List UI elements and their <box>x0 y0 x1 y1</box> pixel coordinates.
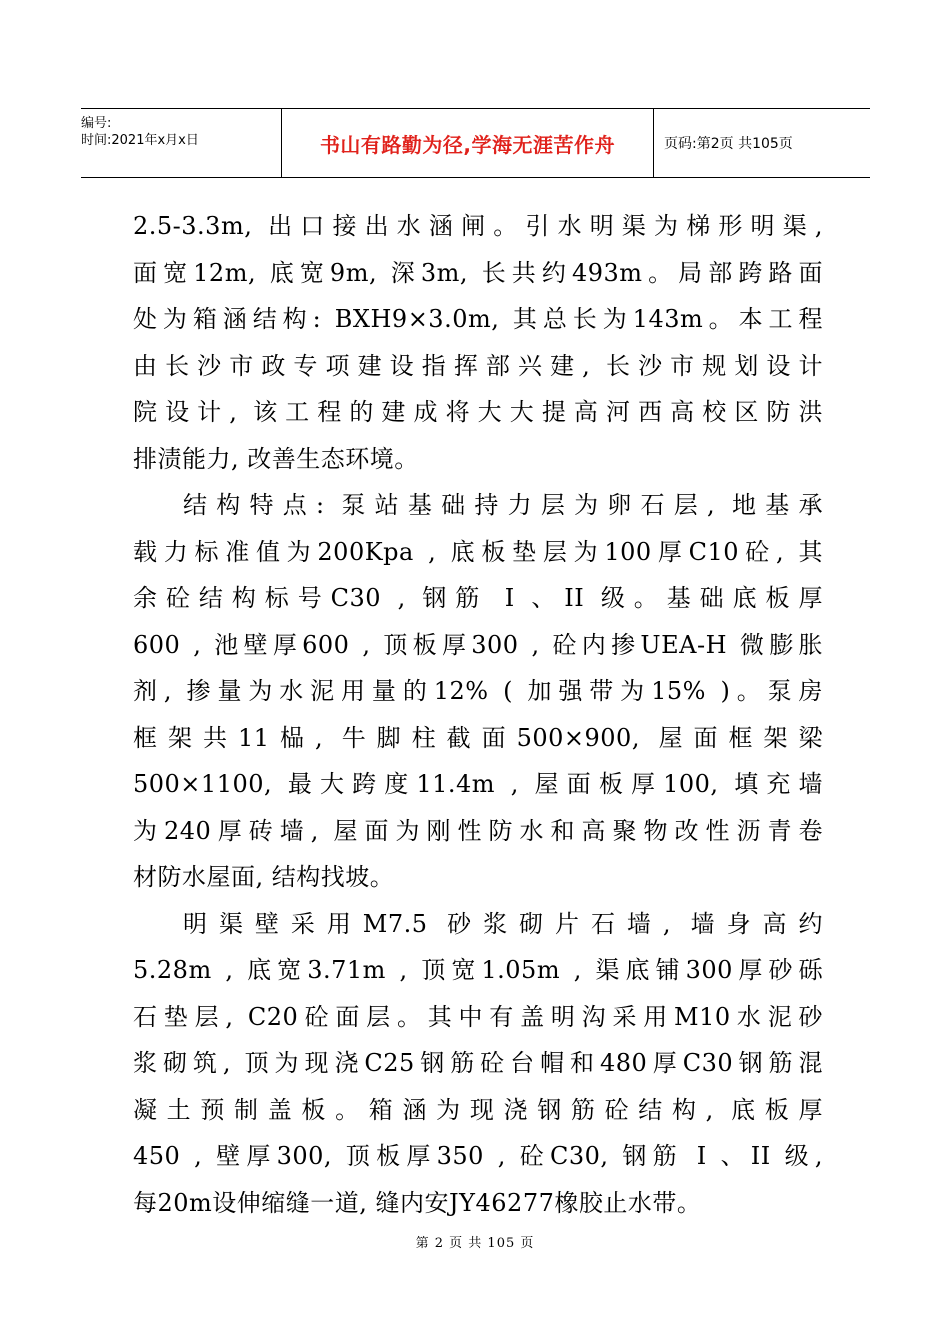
body-line: 500×1100, 最大跨度11.4m , 屋面板厚100, 填充墙 <box>133 770 823 798</box>
page-footer: 第 2 页 共 105 页 <box>415 1236 535 1251</box>
code-label: 编号: <box>81 116 112 131</box>
body-line: 石垫层, C20砼面层。其中有盖明沟采用M10水泥砂 <box>133 1002 823 1031</box>
body-line: 剂, 掺量为水泥用量的12% ( 加强带为15% )。泵房 <box>133 677 823 705</box>
body-line: 浆砌筑, 顶为现浇C25钢筋砼台帽和480厚C30钢筋混 <box>133 1049 823 1077</box>
body-line: 凝土预制盖板。箱涵为现浇钢筋砼结构, 底板厚 <box>133 1095 823 1124</box>
header-page-cell <box>654 109 870 177</box>
body-line: 载力标准值为200Kpa , 底板垫层为100厚C10砼, 其 <box>133 537 823 566</box>
header-meta-cell <box>81 109 282 177</box>
motto-text: 书山有路勤为径,学海无涯苦作舟 <box>319 132 616 157</box>
body-line: 余砼结构标号C30 , 钢筋 I 、II 级。基础底板厚 <box>133 584 823 612</box>
body-text <box>133 203 823 1226</box>
body-line: 由长沙市政专项建设指挥部兴建, 长沙市规划设计 <box>133 351 823 380</box>
document-header <box>81 108 870 178</box>
body-line: 处为箱涵结构: BXH9×3.0m, 其总长为143m。本工程 <box>133 305 823 333</box>
body-line: 材防水屋面, 结构找坡。 <box>133 863 395 891</box>
page-number-label: 页码:第2页 共105页 <box>664 136 793 152</box>
body-line: 框架共11榀, 牛脚柱截面500×900, 屋面框架梁 <box>133 723 823 752</box>
body-line: 450 , 壁厚300, 顶板厚350 , 砼C30, 钢筋 I 、II 级, <box>133 1142 823 1170</box>
body-line: 5.28m , 底宽3.71m , 顶宽1.05m , 渠底铺300厚砂砾 <box>133 956 823 984</box>
body-line: 院设计, 该工程的建成将大大提高河西高校区防洪 <box>133 398 823 426</box>
header-motto-cell <box>282 109 654 177</box>
body-line: 排渍能力, 改善生态环境。 <box>133 444 419 473</box>
body-line: 明渠壁采用M7.5 砂浆砌片石墙, 墙身高约 <box>183 909 823 938</box>
body-line: 2.5-3.3m, 出口接出水涵闸。引水明渠为梯形明渠, <box>133 212 823 240</box>
body-line: 面宽12m, 底宽9m, 深3m, 长共约493m。局部跨路面 <box>133 258 823 287</box>
body-line: 结构特点: 泵站基础持力层为卵石层, 地基承 <box>183 491 823 519</box>
time-label: 时间:2021年x月x日 <box>81 133 199 148</box>
body-line: 600 , 池壁厚600 , 顶板厚300 , 砼内掺UEA-H 微膨胀 <box>133 630 823 659</box>
body-line: 每20m设伸缩缝一道, 缝内安JY46277橡胶止水带。 <box>133 1188 702 1217</box>
body-line: 为240厚砖墙, 屋面为刚性防水和高聚物改性沥青卷 <box>133 816 823 845</box>
